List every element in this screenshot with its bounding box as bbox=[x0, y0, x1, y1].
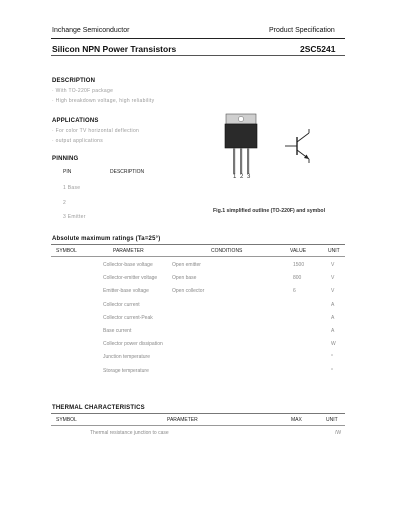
npn-transistor-symbol-icon bbox=[283, 128, 319, 164]
pin-number-labels: 1 2 3 bbox=[233, 174, 252, 180]
description-heading: DESCRIPTION bbox=[52, 78, 96, 84]
lead-1 bbox=[233, 148, 235, 174]
thermal-col-max: MAX bbox=[291, 417, 302, 423]
company-name: Inchange Semiconductor bbox=[52, 27, 130, 34]
abs-row-9-unit: ° bbox=[331, 367, 333, 374]
abs-header-rule bbox=[51, 256, 345, 257]
thermal-col-symbol: SYMBOL bbox=[56, 417, 77, 423]
abs-row-7-unit: W bbox=[331, 341, 336, 348]
mounting-hole bbox=[238, 116, 243, 121]
pin-row-3: 3 Emitter bbox=[63, 214, 86, 220]
applications-heading: APPLICATIONS bbox=[52, 118, 99, 124]
lead-2 bbox=[240, 148, 242, 174]
abs-row-8-parameter: Junction temperature bbox=[103, 354, 150, 361]
thermal-row-parameter: Thermal resistance junction to case bbox=[90, 430, 169, 436]
abs-col-value: VALUE bbox=[290, 248, 307, 254]
abs-row-7-parameter: Collector power dissipation bbox=[103, 341, 163, 348]
header-rule bbox=[51, 38, 345, 39]
thermal-header-rule bbox=[51, 425, 345, 426]
abs-row-1-value: 1500 bbox=[293, 262, 305, 268]
abs-row-1-unit: V bbox=[331, 262, 335, 268]
abs-row-3-unit: V bbox=[331, 288, 335, 295]
abs-row-8-unit: ° bbox=[331, 354, 333, 361]
pin-row-1: 1 Base bbox=[63, 185, 81, 191]
thermal-col-parameter: PARAMETER bbox=[167, 417, 198, 423]
abs-row-2-unit: V bbox=[331, 275, 335, 282]
abs-row-5-parameter: Collector current-Peak bbox=[103, 314, 153, 321]
pinning-heading: PINNING bbox=[52, 156, 79, 162]
abs-row-2-value: 800 bbox=[293, 275, 302, 282]
title-rule bbox=[51, 55, 345, 56]
figure-caption: Fig.1 simplified outline (TO-220F) and symbol bbox=[213, 208, 326, 214]
product-line-title: Silicon NPN Power Transistors bbox=[52, 44, 177, 54]
thermal-col-unit: UNIT bbox=[326, 417, 338, 423]
description-line-1: · With TO-220F package bbox=[52, 88, 114, 94]
abs-col-unit: UNIT bbox=[328, 248, 340, 254]
abs-table-top-rule bbox=[51, 244, 345, 245]
abs-row-3-parameter: Emitter-base voltage bbox=[103, 288, 149, 295]
abs-row-1-parameter: Collector-base voltage bbox=[103, 262, 153, 268]
abs-row-2-parameter: Collector-emitter voltage bbox=[103, 275, 158, 282]
description-line-2: · High breakdown voltage, high reliability bbox=[52, 98, 155, 104]
abs-col-symbol: SYMBOL bbox=[56, 248, 77, 254]
lead-3 bbox=[247, 148, 249, 174]
abs-row-4-parameter: Collector current bbox=[103, 301, 140, 308]
abs-row-1-conditions: Open emitter bbox=[172, 262, 201, 268]
abs-col-parameter: PARAMETER bbox=[113, 248, 144, 254]
pin-row-2: 2 bbox=[63, 200, 67, 206]
application-line-2: · output applications bbox=[52, 138, 104, 144]
application-line-1: · For color TV horizontal deflection bbox=[52, 128, 140, 134]
thermal-table-top-rule bbox=[51, 413, 345, 414]
abs-row-3-value: 6 bbox=[293, 288, 296, 295]
abs-row-6-parameter: Base current bbox=[103, 328, 132, 334]
abs-row-6-unit: A bbox=[331, 328, 335, 334]
document-type: Product Specification bbox=[269, 27, 335, 34]
abs-row-5-unit: A bbox=[331, 314, 335, 321]
abs-row-4-unit: A bbox=[331, 301, 335, 308]
abs-row-3-conditions: Open collector bbox=[172, 288, 205, 295]
abs-row-9-parameter: Storage temperature bbox=[103, 367, 149, 374]
pin-column-header: PIN bbox=[63, 169, 72, 175]
abs-row-2-conditions: Open base bbox=[172, 275, 197, 282]
abs-max-heading: Absolute maximum ratings (Ta=25°) bbox=[52, 236, 161, 242]
abs-col-conditions: CONDITIONS bbox=[211, 248, 243, 254]
part-number: 2SC5241 bbox=[300, 44, 336, 54]
to220f-package-drawing bbox=[222, 112, 262, 182]
thermal-row-unit: /W bbox=[335, 430, 342, 436]
pin-description-header: DESCRIPTION bbox=[110, 169, 145, 175]
package-body bbox=[225, 124, 257, 148]
thermal-heading: THERMAL CHARACTERISTICS bbox=[52, 405, 145, 411]
